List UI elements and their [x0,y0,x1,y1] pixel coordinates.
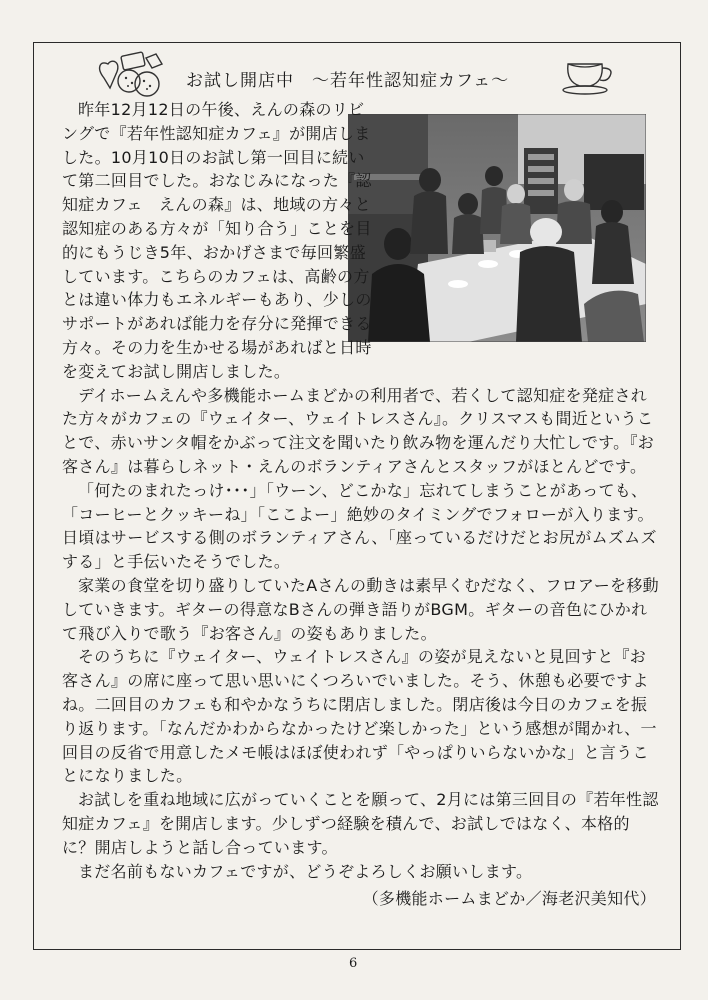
page-number: 6 [349,956,358,971]
paragraph: そのうちに『ウェイター、ウェイトレスさん』の姿が見えないと見回すと『お客さん』の席に座って思い思いにくつろいでいました。そう、休憩も必要ですよね。二回目のカフェも和やかなうちに閉店しました。閉店後は今日のカフェを振り返ります。「なんだかわからなかったけど楽しかった」という感想が聞かれ、一回目の反省で用意したメモ帳はほぼ使われず「やっぱりいらないかな」と言うことになりました。 [62,647,657,786]
paragraph: お試しを重ね地域に広がっていくことを願って、2月には第三回目の『若年性認知症カフェ』を開店します。少しずつ経験を積んで、お試しではなく、本格的に？開店しようと話し合っています。 [62,790,659,857]
article-body [62,98,662,911]
photo-spacer [374,98,662,344]
author-signature: （多機能ホームまどか／海老沢美知代） [362,889,656,909]
paragraph: 家業の食堂を切り盛りしていたAさんの動きは素早くむだなく、フロアーを移動していきます。ギターの得意なBさんの弾き語りがBGM。ギターの音色にひかれて飛び入りで歌う『お客さん』の姿もありました。 [62,575,659,643]
coffee-cup-icon [560,56,620,98]
cookies-and-heart-icon [92,48,174,104]
article-title: お試し開店中 ～若年性認知症カフェ～ [186,71,510,91]
paragraph: 「何たのまれたっけ･･･」「ウーン、どこかな」忘れてしまうことがあっても、「コーヒーとクッキーね」「ここよー」絶妙のタイミングでフォローが入ります。日頃はサービスする側のボランティアさん、「座っているだけだとお尻がムズムズする」と手伝いたそうでした。 [62,480,657,572]
paragraph: 昨年12月12日の午後、えんの森のリビングで『若年性認知症カフェ』が開店しました。10月10日のお試し第一回目に続いて第二回目でした。おなじみになった『認知症カフェ えんの森』は、地域の方々と認知症のある方々が「知り合う」ことを目的にもうじき5年、おかげさまで毎回繁盛しています。こちらのカフェは、高齢の方とは違い体力もエネルギーもあり、少しのサポートがあれば能力を存分に発揮できる方々。その力を生かせる場があればと日時を変えてお試し開店しました。 [62,100,372,381]
paragraph: まだ名前もないカフェですが、どうぞよろしくお願いします。 [78,861,533,881]
paragraph: デイホームえんや多機能ホームまどかの利用者で、若くして認知症を発症された方々がカフェの『ウェイター、ウェイトレスさん』。クリスマスも間近ということで、赤いサンタ帽をかぶって注文を聞いたり飲み物を運んだり大忙しです。『お客さん』は暮らしネット・えんのボランティアさんとスタッフがほとんどです。 [62,385,655,476]
